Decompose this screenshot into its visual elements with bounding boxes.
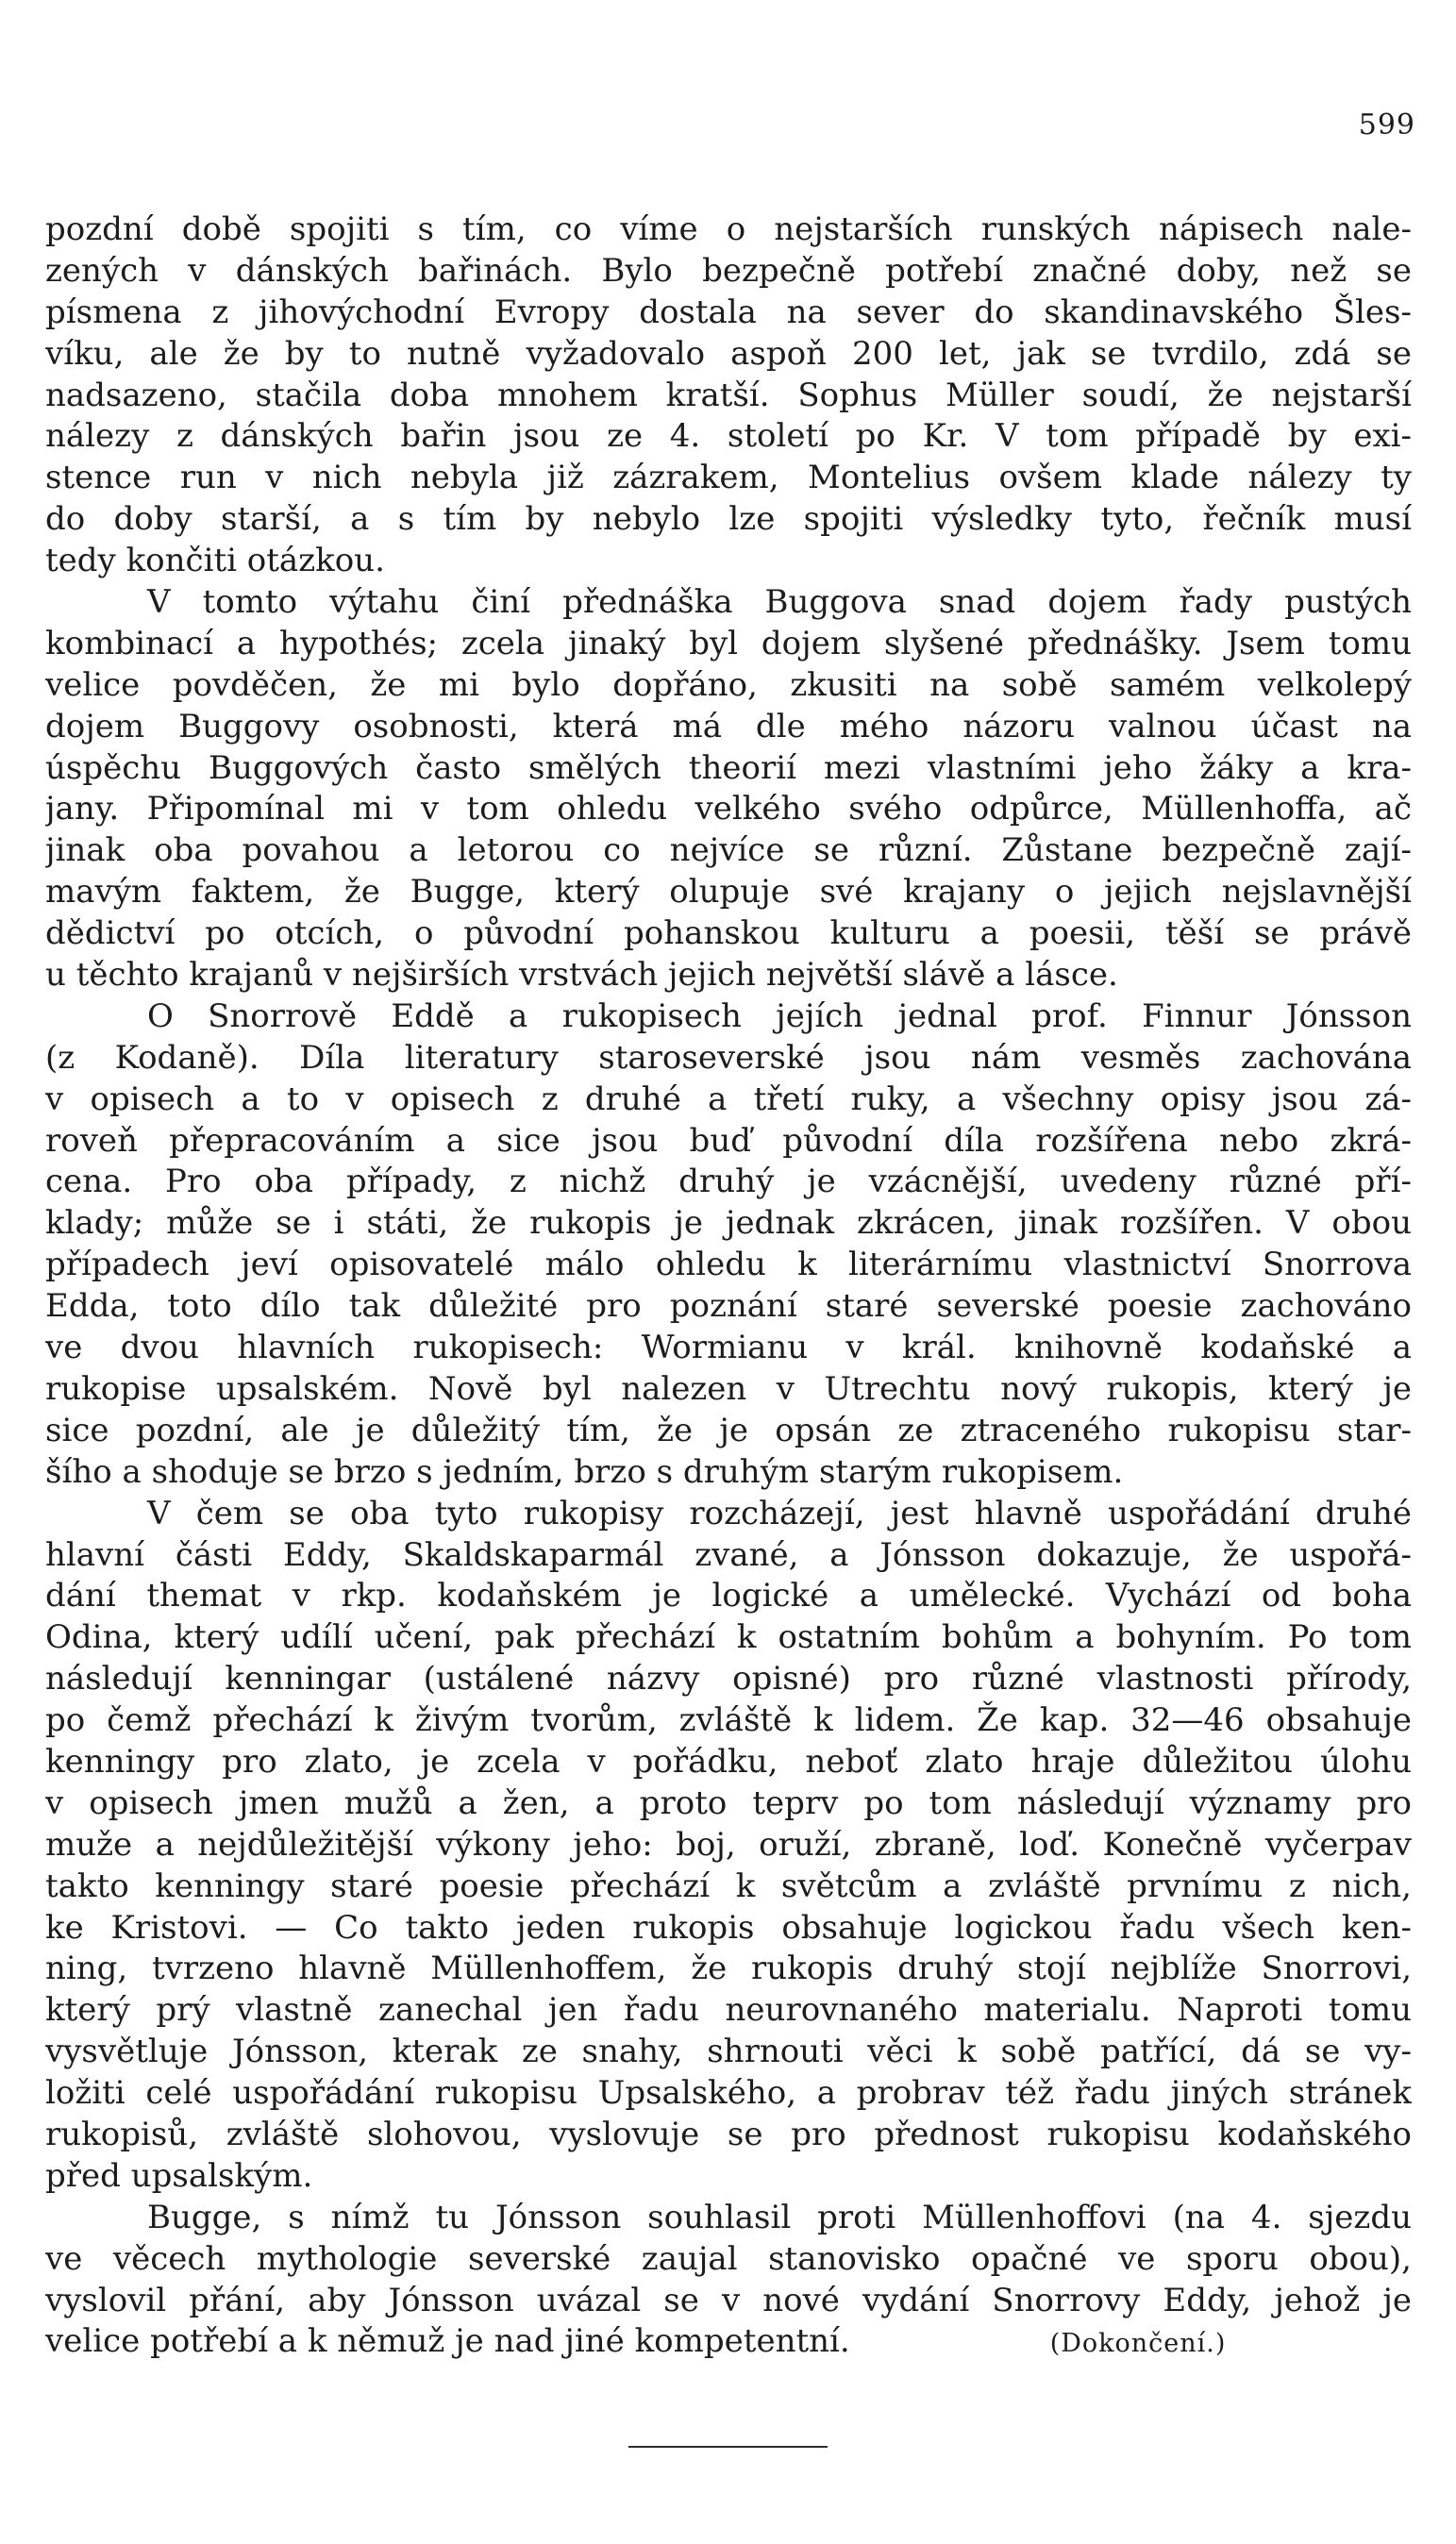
text-line: před upsalským. (45, 2156, 313, 2195)
text-line: jinak oba povahou a letorou co nejvíce se různí. Zůstane bezpečně zají- (45, 831, 1412, 870)
text-line: ning, tvrzeno hlavně Müllenhoffem, že rukopis druhý stojí nejblíže Snorrovi, (45, 1950, 1412, 1988)
text-line: mavým faktem, že Bugge, který olupuje své krajany o jejich nejslavnější (45, 873, 1412, 912)
text-line: kenningy pro zlato, je zcela v pořádku, neboť zlato hraje důležitou úlohu (45, 1742, 1412, 1781)
text-line: velice povděčen, že mi bylo dopřáno, zkusiti na sobě samém velkolepý (45, 665, 1412, 704)
text-line: v opisech a to v opisech z druhé a třetí ruky, a všechny opisy jsou zá- (45, 1080, 1412, 1118)
final-line-text: velice potřebí a k němuž je nad jiné kompetentní. (45, 2322, 850, 2361)
text-line: který prý vlastně zanechal jen řadu neurovnaného materialu. Naproti tomu (45, 1991, 1412, 2030)
text-line: vysvětluje Jónsson, kterak ze snahy, shrnouti věci k sobě patřící, dá se vy- (45, 2033, 1412, 2071)
text-line: stence run v nich nebyla již zázrakem, Montelius ovšem klade nálezy ty (45, 459, 1412, 497)
text-line: hlavní části Eddy, Skaldskaparmál zvané, a Jónsson dokazuje, že uspořá- (45, 1535, 1412, 1574)
paragraph-first-line: V tomto výtahu činí přednáška Buggova snad dojem řady pustých (147, 583, 1412, 622)
text-line: tedy končiti otázkou. (45, 542, 385, 580)
text-line: ložiti celé uspořádání rukopisu Upsalského, a probrav též řadu jiných stránek (45, 2074, 1412, 2113)
text-line: jany. Připomínal mi v tom ohledu velkého svého odpůrce, Müllenhoffa, ač (45, 790, 1412, 828)
text-line: kombinací a hypothés; zcela jinaký byl dojem slyšené přednášky. Jsem tomu (45, 624, 1412, 662)
text-line: do doby starší, a s tím by nebylo lze spojiti výsledky tyto, řečník musí (45, 500, 1412, 539)
text-line: dání themat v rkp. kodaňském je logické a umělecké. Vychází od boha (45, 1577, 1412, 1615)
text-line: klady; může se i státi, že rukopis je jednak zkrácen, jinak rozšířen. V obou (45, 1204, 1412, 1243)
text-line: případech jeví opisovatelé málo ohledu k literárnímu vlastnictví Snorrova (45, 1246, 1412, 1284)
text-line: ke Kristovi. — Co takto jeden rukopis obsahuje logickou řadu všech ken- (45, 1908, 1412, 1947)
text-line: sice pozdní, ale je důležitý tím, že je opsán ze ztraceného rukopisu star- (45, 1411, 1412, 1449)
body-text (45, 209, 1412, 2363)
text-line: dědictví po otcích, o původní pohanskou kulturu a poesii, těší se právě (45, 914, 1412, 953)
text-line: víku, ale že by to nutně vyžadovalo aspoň 200 let, jak se tvrdilo, zdá se (45, 334, 1412, 373)
text-line: nálezy z dánských bařin jsou ze 4. století po Kr. V tom případě by exi- (45, 417, 1412, 456)
final-text-line (45, 2321, 1412, 2363)
text-line: úspěchu Buggových často smělých theorií mezi vlastními jeho žáky a kra- (45, 748, 1412, 787)
paragraph-first-line: V čem se oba tyto rukopisy rozcházejí, jest hlavně uspořádání druhé (147, 1494, 1412, 1532)
text-line: písmena z jihovýchodní Evropy dostala na sever do skandinavského Šles- (45, 293, 1412, 331)
footer-rule (628, 2446, 828, 2448)
text-line: šího a shoduje se brzo s jedním, brzo s druhým starým rukopisem. (45, 1452, 1124, 1491)
text-line: muže a nejdůležitější výkony jeho: boj, oruží, zbraně, loď. Konečně vyčerpav (45, 1825, 1412, 1864)
paragraph-first-line: Bugge, s nímž tu Jónsson souhlasil proti Müllenhoffovi (na 4. sjezdu (147, 2198, 1412, 2236)
text-line: po čemž přechází k živým tvorům, zvláště k lidem. Že kap. 32—46 obsahuje (45, 1701, 1412, 1740)
text-line: vyslovil přání, aby Jónsson uvázal se v nové vydání Snorrovy Eddy, jehož je (45, 2281, 1412, 2319)
text-line: takto kenningy staré poesie přechází k světcům a zvláště prvnímu z nich, (45, 1866, 1412, 1905)
paragraph-first-line: O Snorrově Eddě a rukopisech jejích jednal prof. Finnur Jónsson (147, 996, 1412, 1035)
text-line: dojem Buggovy osobnosti, která má dle mého názoru valnou účast na (45, 707, 1412, 745)
text-line: Odina, který udílí učení, pak přechází k ostatním bohům a bohyním. Po tom (45, 1618, 1412, 1657)
text-line: Edda, toto dílo tak důležité pro poznání staré severské poesie zachováno (45, 1287, 1412, 1326)
text-line: rukopise upsalském. Nově byl nalezen v Utrechtu nový rukopis, který je (45, 1369, 1412, 1408)
text-line: u těchto krajanů v nejširších vrstvách jejich největší slávě a lásce. (45, 956, 1118, 995)
text-line: pozdní době spojiti s tím, co víme o nejstarších runských nápisech nale- (45, 210, 1412, 248)
text-line: ve věcech mythologie severské zaujal stanovisko opačné ve sporu obou), (45, 2239, 1412, 2278)
text-line: v opisech jmen mužů a žen, a proto teprv po tom následují významy pro (45, 1783, 1412, 1822)
text-line: zených v dánských bařinách. Bylo bezpečně potřebí značné doby, než se (45, 251, 1412, 290)
text-line: ve dvou hlavních rukopisech: Wormianu v král. knihovně kodaňské a (45, 1329, 1412, 1367)
text-line: rukopisů, zvláště slohovou, vyslovuje se pro přednost rukopisu kodaňského (45, 2115, 1412, 2153)
continuation-note: (Dokončení.) (1049, 2329, 1227, 2359)
text-line: (z Kodaně). Díla literatury staroseverské jsou nám vesměs zachována (45, 1038, 1412, 1077)
text-line: nadsazeno, stačila doba mnohem kratší. Sophus Müller soudí, že nejstarší (45, 376, 1412, 414)
text-line: roveň přepracováním a sice jsou buď původní díla rozšířena nebo zkrá- (45, 1121, 1412, 1160)
text-line: cena. Pro oba případy, z nichž druhý je vzácnější, uvedeny různé pří- (45, 1163, 1412, 1201)
text-line: následují kenningar (ustálené názvy opisné) pro různé vlastnosti přírody, (45, 1660, 1412, 1699)
page-number: 599 (1358, 109, 1415, 142)
